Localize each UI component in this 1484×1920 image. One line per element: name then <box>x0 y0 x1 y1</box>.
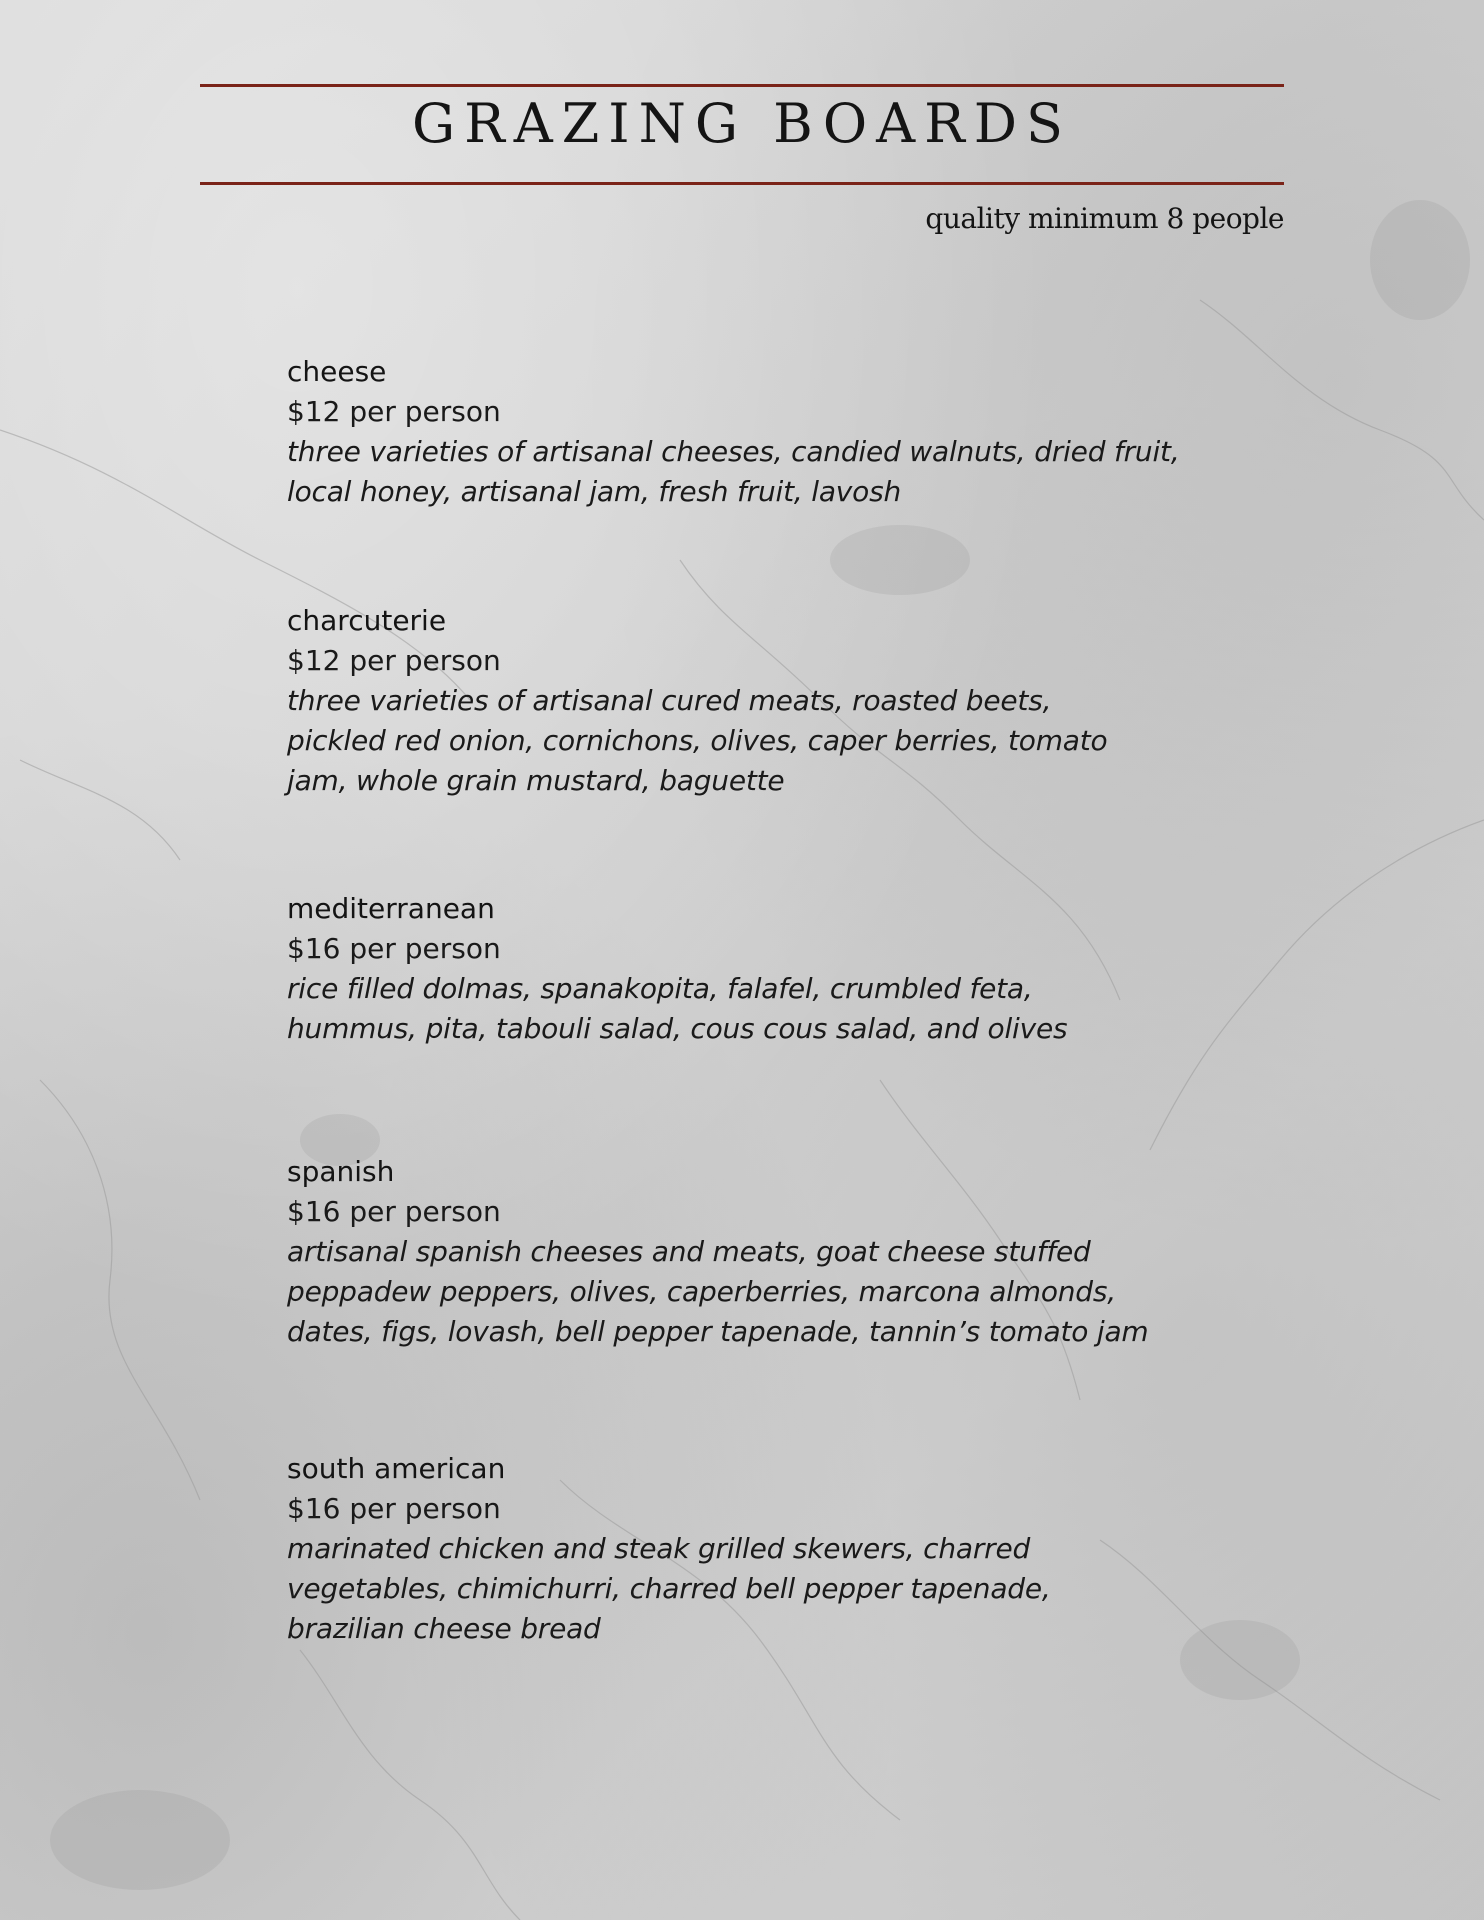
item-description-line: three varieties of artisanal cheeses, candied walnuts, dried fruit, <box>287 435 1180 468</box>
item-description-line: three varieties of artisanal cured meats, roasted beets, <box>287 684 1052 717</box>
menu-item-mediterranean <box>287 889 1287 1049</box>
item-description-line: jam, whole grain mustard, baguette <box>287 764 785 797</box>
item-price: $16 per person <box>287 932 501 965</box>
item-description-line: local honey, artisanal jam, fresh fruit, lavosh <box>287 475 902 508</box>
menu-item-spanish <box>287 1152 1287 1352</box>
item-name: mediterranean <box>287 892 495 925</box>
item-price: $16 per person <box>287 1195 501 1228</box>
page-title: GRAZING BOARDS <box>411 92 1073 155</box>
item-description-line: brazilian cheese bread <box>287 1612 601 1645</box>
item-name: charcuterie <box>287 604 447 637</box>
item-description-line: artisanal spanish cheeses and meats, goat cheese stuffed <box>287 1235 1091 1268</box>
title-rule-top <box>200 84 1284 87</box>
item-price: $12 per person <box>287 395 501 428</box>
item-description-line: vegetables, chimichurri, charred bell pepper tapenade, <box>287 1572 1051 1605</box>
menu-item-charcuterie <box>287 601 1287 801</box>
item-price: $16 per person <box>287 1492 501 1525</box>
item-name: south american <box>287 1452 506 1485</box>
item-name: cheese <box>287 355 387 388</box>
title-rule-bottom <box>200 182 1284 185</box>
item-price: $12 per person <box>287 644 501 677</box>
item-description-line: dates, figs, lovash, bell pepper tapenade, tannin’s tomato jam <box>287 1315 1149 1348</box>
item-description-line: marinated chicken and steak grilled skewers, charred <box>287 1532 1031 1565</box>
item-description-line: peppadew peppers, olives, caperberries, marcona almonds, <box>287 1275 1116 1308</box>
menu-item-south-american <box>287 1449 1287 1649</box>
item-description-line: pickled red onion, cornichons, olives, caper berries, tomato <box>287 724 1108 757</box>
menu-item-cheese <box>287 352 1287 512</box>
item-name: spanish <box>287 1155 395 1188</box>
minimum-note: quality minimum 8 people <box>925 202 1284 235</box>
item-description-line: rice filled dolmas, spanakopita, falafel, crumbled feta, <box>287 972 1033 1005</box>
item-description-line: hummus, pita, tabouli salad, cous cous salad, and olives <box>287 1012 1068 1045</box>
